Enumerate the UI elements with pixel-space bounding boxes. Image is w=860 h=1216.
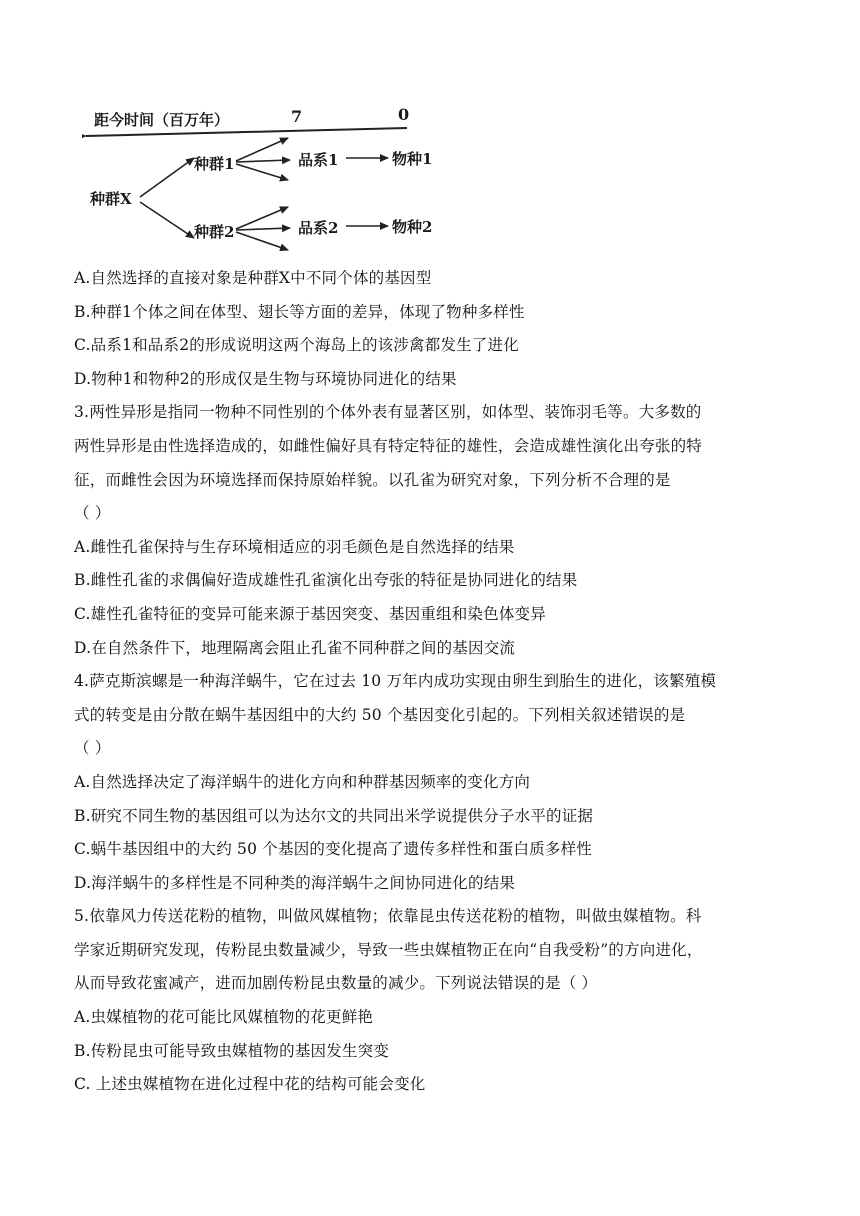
species-1-label: 物种1	[392, 150, 433, 168]
q4-option-d: D.海洋蜗牛的多样性是不同种类的海洋蜗牛之间协同进化的结果	[74, 873, 516, 892]
branch-x-to-pop1	[140, 158, 194, 197]
time-axis-label: 距今时间（百万年）	[94, 111, 230, 129]
branch-pop1-down	[236, 164, 288, 180]
q5-option-a: A.虫媒植物的花可能比风媒植物的花更鲜艳	[74, 1008, 374, 1027]
branch-pop2-down	[236, 232, 288, 250]
branch-pop1-mid	[236, 160, 290, 162]
q3-stem-line: 两性异形是由性选择造成的，如雌性偏好具有特定特征的雄性，会造成雄性演化出夸张的特	[74, 436, 703, 455]
q4-option-b: B.研究不同生物的基因组可以为达尔文的共同出米学说提供分子水平的证据	[74, 806, 594, 825]
q2-option-a: A.自然选择的直接对象是种群X中不同个体的基因型	[74, 269, 432, 287]
q5-option-c: C. 上述虫媒植物在进化过程中花的结构可能会变化	[74, 1075, 426, 1094]
q3-option-c: C.雄性孔雀特征的变异可能来源于基因突变、基因重组和染色体变异	[74, 604, 546, 623]
branch-x-to-pop2	[140, 202, 194, 238]
branch-pop1-up	[236, 138, 288, 161]
q4-stem-line: 4.萨克斯滨螺是一种海洋蜗牛，它在过去 10 万年内成功实现由卵生到胎生的进化，该繁殖模	[74, 672, 717, 691]
time-label-7: 7	[291, 107, 303, 126]
q4-stem-line: 式的转变是由分散在蜗牛基因组中的大约 50 个基因变化引起的。下列相关叙述错误的是	[74, 705, 686, 724]
q5-stem-line: 学家近期研究发现，传粉昆虫数量减少，导致一些虫媒植物正在向“自我受粉”的方向进化，	[74, 940, 703, 959]
q3-answer-blank: （ ）	[74, 504, 111, 523]
q3-option-a: A.雌性孔雀保持与生存环境相适应的羽毛颜色是自然选择的结果	[74, 537, 515, 556]
q3-option-b: B.雌性孔雀的求偶偏好造成雄性孔雀演化出夸张的特征是协同进化的结果	[74, 571, 578, 590]
question-content	[74, 262, 794, 1102]
time-label-0: 0	[398, 105, 410, 124]
time-axis-arrow	[86, 128, 407, 136]
q3-stem-line: 征，而雌性会因为环境选择而保持原始样貌。以孔雀为研究对象，下列分析不合理的是	[74, 470, 671, 489]
branch-pop2-mid	[236, 228, 290, 230]
population-2-label: 种群2	[194, 223, 235, 241]
species-2-label: 物种2	[392, 218, 433, 236]
branch-pop2-up	[236, 207, 288, 229]
strain-2-label: 品系2	[298, 219, 339, 237]
q4-option-c: C.蜗牛基因组中的大约 50 个基因的变化提高了遗传多样性和蛋白质多样性	[74, 840, 593, 859]
q5-stem-line: 从而导致花蜜减产，进而加剧传粉昆虫数量的减少。下列说法错误的是（ ）	[74, 974, 598, 993]
population-1-label: 种群1	[194, 155, 235, 173]
q5-stem-line: 5.依靠风力传送花粉的植物，叫做风媒植物；依靠昆虫传送花粉的植物，叫做虫媒植物。科	[74, 907, 702, 926]
q4-option-a: A.自然选择决定了海洋蜗牛的进化方向和种群基因频率的变化方向	[74, 772, 531, 791]
speciation-diagram	[82, 98, 462, 260]
q4-answer-blank: （ ）	[74, 739, 111, 758]
q2-option-c: C.品系1和品系2的形成说明这两个海岛上的该涉禽都发生了进化	[74, 336, 519, 355]
q3-stem-line: 3.两性异形是指同一物种不同性别的个体外表有显著区别，如体型、装饰羽毛等。大多数的	[74, 403, 702, 422]
q2-option-b: B.种群1个体之间在体型、翅长等方面的差异，体现了物种多样性	[74, 302, 525, 321]
q2-option-d: D.物种1和物种2的形成仅是生物与环境协同进化的结果	[74, 369, 457, 388]
q3-option-d: D.在自然条件下，地理隔离会阻止孔雀不同种群之间的基因交流	[74, 638, 516, 657]
strain-1-label: 品系1	[298, 151, 339, 169]
q5-option-b: B.传粉昆虫可能导致虫媒植物的基因发生突变	[74, 1041, 390, 1060]
population-x-label: 种群X	[90, 190, 132, 208]
